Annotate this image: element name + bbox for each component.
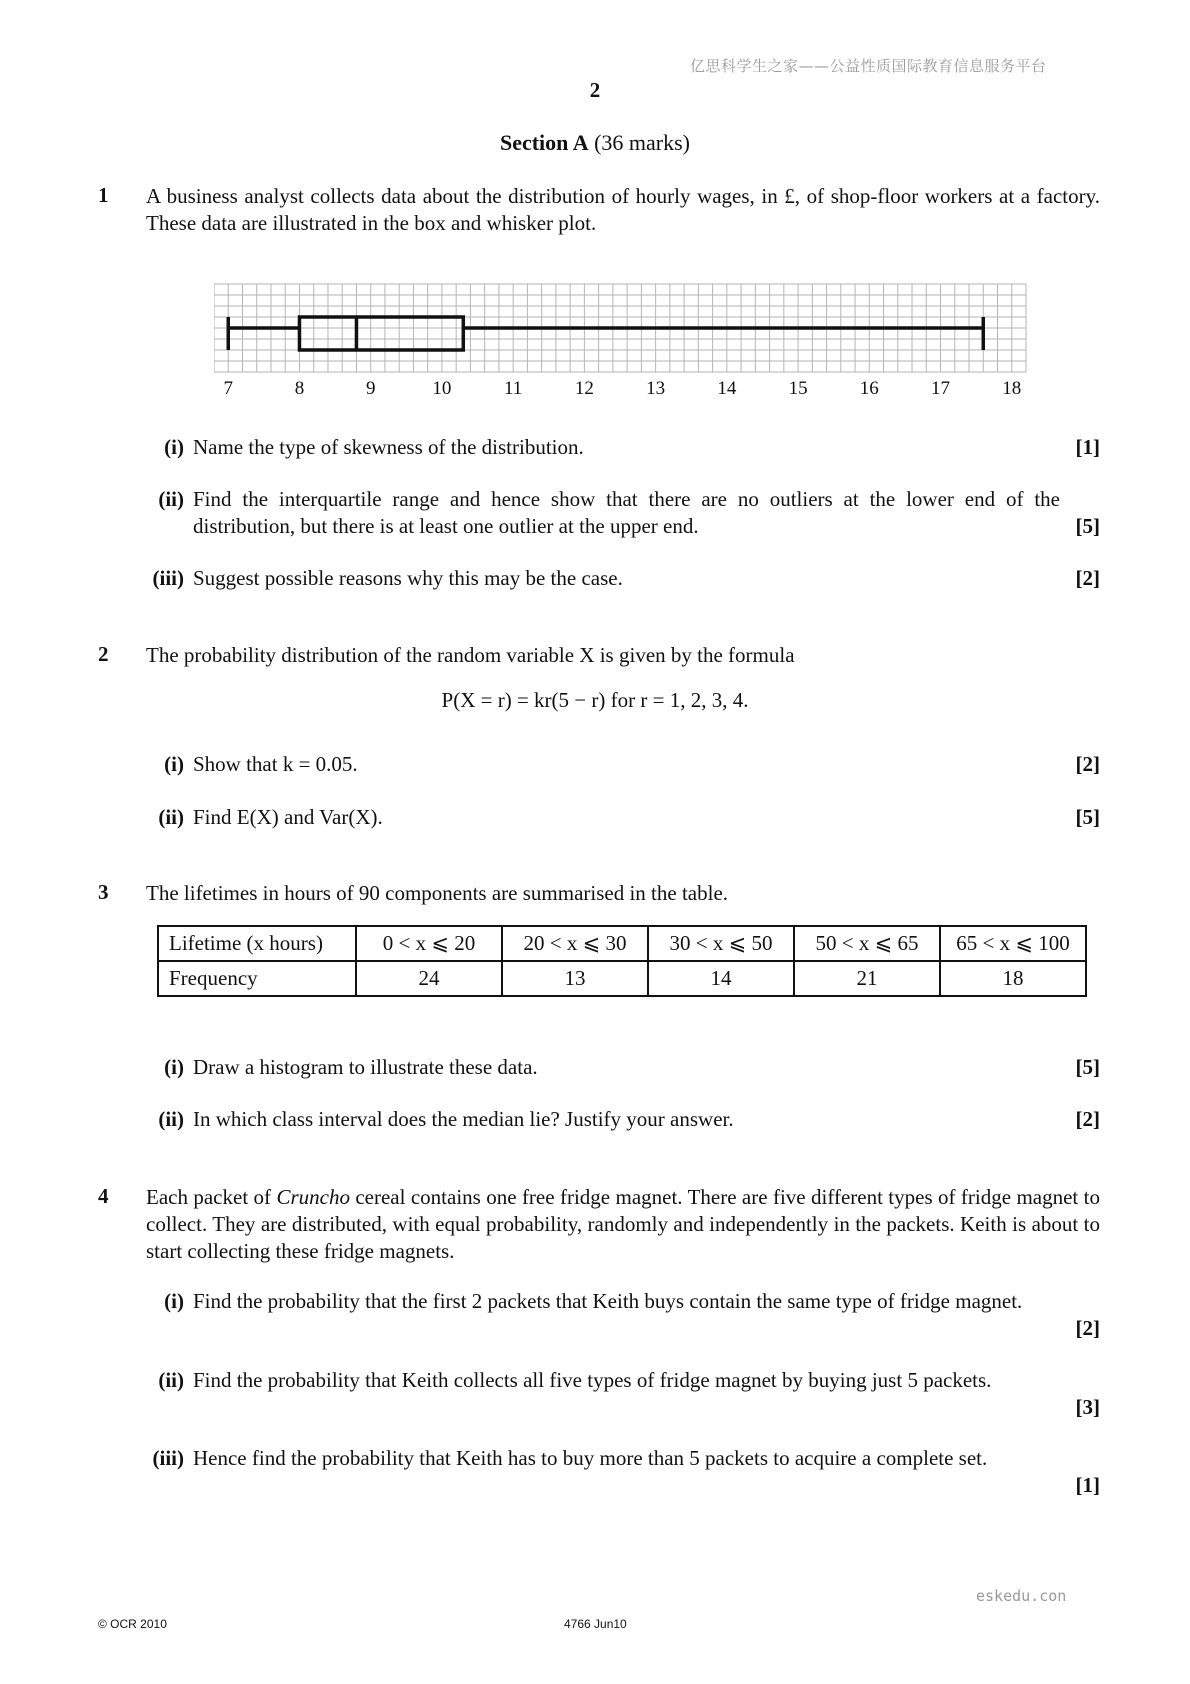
part-text: Find E(X) and Var(X). xyxy=(193,805,383,829)
page-number: 2 xyxy=(589,78,601,102)
q4-text-end: cereal contains one free fridge magnet. There are five different types of fridge magnet to collect. They are distributed, with equal probability, randomly and independently in the packets. Keith is about to start collecting these fridge magnets. xyxy=(146,1185,1100,1263)
question-1-part-i xyxy=(140,434,1100,461)
box-whisker-plot xyxy=(214,282,1036,402)
question-3-text: The lifetimes in hours of 90 components are summarised in the table. xyxy=(146,881,729,905)
section-title-bold: Section A xyxy=(499,130,589,155)
question-4-text xyxy=(146,1184,1100,1265)
interquartile-box xyxy=(299,317,463,350)
table-cell: 13 xyxy=(502,961,648,996)
table-cell: 30 < x ⩽ 50 xyxy=(648,926,794,961)
question-2-part-i xyxy=(140,751,1100,778)
part-label: (i) xyxy=(164,752,184,776)
part-marks: [5] xyxy=(1075,805,1100,829)
question-4-part-i xyxy=(140,1288,1100,1340)
question-1-part-iii xyxy=(140,565,1100,592)
part-marks: [5] xyxy=(1075,1055,1100,1079)
question-4-number: 4 xyxy=(98,1184,109,1208)
part-marks: [1] xyxy=(1075,435,1100,459)
part-label: (i) xyxy=(164,435,184,459)
part-text: Find the probability that Keith collects all five types of fridge magnet by buying just 5 packets. xyxy=(193,1368,992,1392)
table-cell: Lifetime (x hours) xyxy=(158,926,356,961)
tick-label: 7 xyxy=(223,378,233,399)
lifetimes-table xyxy=(157,925,1087,997)
plot-marks xyxy=(228,317,983,350)
part-marks: [2] xyxy=(1075,566,1100,590)
part-label: (ii) xyxy=(158,1368,184,1392)
section-title xyxy=(0,130,1190,156)
question-3-part-ii xyxy=(140,1106,1100,1133)
table-cell: 18 xyxy=(940,961,1086,996)
part-marks: [3] xyxy=(1075,1395,1100,1419)
table-cell: Frequency xyxy=(158,961,356,996)
q4-text-start: Each packet of xyxy=(146,1185,277,1209)
footer-paper-code: 4766 Jun10 xyxy=(564,1617,627,1631)
part-text: Name the type of skewness of the distribution. xyxy=(193,435,584,459)
tick-label: 10 xyxy=(432,378,452,399)
part-marks: [2] xyxy=(1075,1316,1100,1340)
part-label: (iii) xyxy=(152,1446,184,1470)
table-cell: 0 < x ⩽ 20 xyxy=(356,926,502,961)
question-2-text: The probability distribution of the random variable X is given by the formula xyxy=(146,643,795,667)
tick-label: 16 xyxy=(859,378,879,399)
table-cell: 24 xyxy=(356,961,502,996)
tick-label: 15 xyxy=(788,378,808,399)
part-text: Show that k = 0.05. xyxy=(193,752,358,776)
question-2-number: 2 xyxy=(98,642,109,666)
table-cell: 50 < x ⩽ 65 xyxy=(794,926,940,961)
part-text: Find the probability that the first 2 packets that Keith buys contain the same type of fridge magnet. xyxy=(193,1289,1023,1313)
header-watermark: 亿思科学生之家——公益性质国际教育信息服务平台 xyxy=(690,57,1047,75)
table-row xyxy=(158,961,1086,996)
part-label: (ii) xyxy=(158,487,184,511)
part-marks: [1] xyxy=(1075,1473,1100,1497)
table-cell: 65 < x ⩽ 100 xyxy=(940,926,1086,961)
part-text: Suggest possible reasons why this may be the case. xyxy=(193,566,623,590)
table-cell: 20 < x ⩽ 30 xyxy=(502,926,648,961)
axis-tick-labels xyxy=(223,378,1021,399)
part-text: Find the interquartile range and hence show that there are no outliers at the lower end of the distribution, but there is at least one outlier at the upper end. xyxy=(193,487,1060,538)
tick-label: 12 xyxy=(574,378,594,399)
question-1-number: 1 xyxy=(98,183,109,207)
question-4-part-ii xyxy=(140,1367,1100,1419)
part-marks: [2] xyxy=(1075,752,1100,776)
part-marks: [5] xyxy=(1075,514,1100,538)
part-label: (ii) xyxy=(158,1107,184,1131)
part-text: Draw a histogram to illustrate these data. xyxy=(193,1055,538,1079)
question-2-part-ii xyxy=(140,804,1100,831)
question-4-part-iii xyxy=(140,1445,1100,1497)
tick-label: 11 xyxy=(504,378,523,399)
section-marks: (36 marks) xyxy=(594,130,691,155)
tick-label: 18 xyxy=(1002,378,1022,399)
part-label: (i) xyxy=(164,1289,184,1313)
footer-copyright: © OCR 2010 xyxy=(98,1617,167,1631)
question-3-number: 3 xyxy=(98,880,109,904)
part-text: Hence find the probability that Keith has to buy more than 5 packets to acquire a complete set. xyxy=(193,1446,988,1470)
table-cell: 14 xyxy=(648,961,794,996)
part-label: (iii) xyxy=(152,566,184,590)
question-3-part-i xyxy=(140,1054,1100,1081)
tick-label: 9 xyxy=(365,378,376,399)
tick-label: 8 xyxy=(294,378,305,399)
probability-formula: P(X = r) = kr(5 − r) for r = 1, 2, 3, 4. xyxy=(441,688,749,712)
tick-label: 13 xyxy=(646,378,666,399)
part-label: (i) xyxy=(164,1055,184,1079)
question-1-part-ii xyxy=(140,486,1100,540)
part-marks: [2] xyxy=(1075,1107,1100,1131)
tick-label: 14 xyxy=(717,378,737,399)
part-label: (ii) xyxy=(158,805,184,829)
table-header-row xyxy=(158,926,1086,961)
footer-watermark: eskedu.con xyxy=(976,1587,1067,1605)
tick-label: 17 xyxy=(931,378,951,399)
part-text: In which class interval does the median lie? Justify your answer. xyxy=(193,1107,734,1131)
table-cell: 21 xyxy=(794,961,940,996)
cruncho-brand: Cruncho xyxy=(276,1185,350,1209)
question-1-text: A business analyst collects data about the distribution of hourly wages, in £, of shop-floor workers at a factory. These data are illustrated in the box and whisker plot. xyxy=(146,184,1100,235)
